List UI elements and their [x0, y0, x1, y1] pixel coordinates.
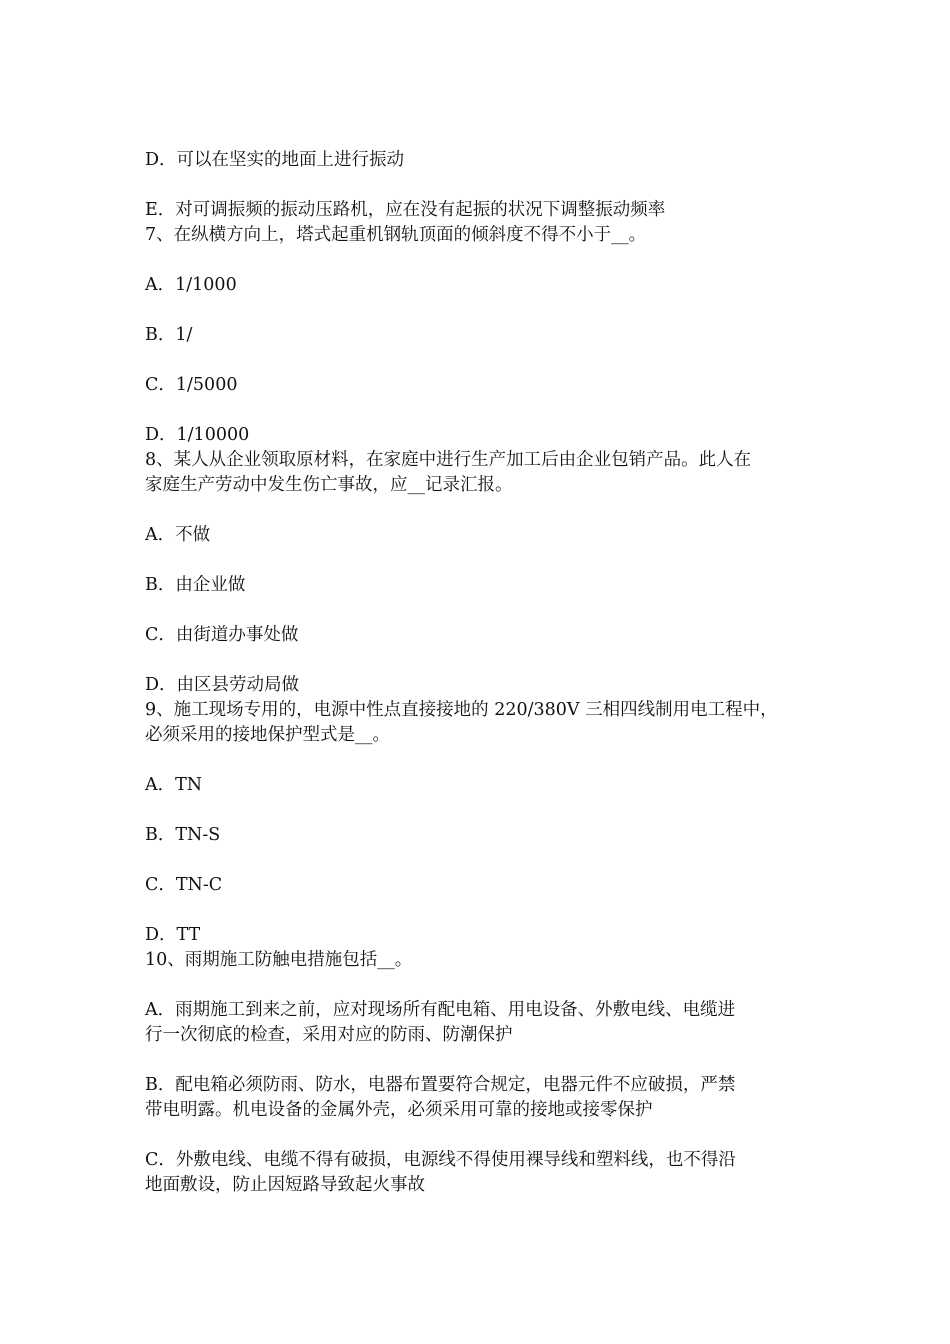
q9-option-c: C．TN-C — [145, 875, 223, 895]
q7-option-b: B．1/ — [145, 325, 193, 345]
q9-stem-line-2: 必须采用的接地保护型式是__。 — [145, 725, 390, 745]
q10-option-b-line-1: B．配电箱必须防雨、防水，电器布置要符合规定，电器元件不应破损，严禁 — [145, 1075, 736, 1095]
q10-stem: 10、雨期施工防触电措施包括__。 — [145, 950, 413, 970]
q9-stem-line-1: 9、施工现场专用的，电源中性点直接接地的 220/380V 三相四线制用电工程中， — [145, 700, 778, 720]
q8-stem-line-1: 8、某人从企业领取原材料，在家庭中进行生产加工后由企业包销产品。此人在 — [145, 450, 752, 470]
q7-option-d: D．1/10000 — [145, 425, 250, 445]
q6-option-e: E．对可调振频的振动压路机，应在没有起振的状况下调整振动频率 — [145, 200, 666, 220]
q10-option-a-line-2: 行一次彻底的检查，采用对应的防雨、防潮保护 — [145, 1025, 513, 1045]
q7-option-a: A．1/1000 — [145, 275, 237, 295]
document-page — [145, 148, 825, 1198]
q7-stem: 7、在纵横方向上，塔式起重机钢轨顶面的倾斜度不得不小于__。 — [145, 225, 647, 245]
q6-option-d: D．可以在坚实的地面上进行振动 — [145, 150, 405, 170]
q10-option-c-line-2: 地面敷设，防止因短路导致起火事故 — [145, 1175, 425, 1195]
q10-option-b-line-2: 带电明露。机电设备的金属外壳，必须采用可靠的接地或接零保护 — [145, 1100, 653, 1120]
q9-option-b: B．TN-S — [145, 825, 221, 845]
q8-stem-line-2: 家庭生产劳动中发生伤亡事故，应__记录汇报。 — [145, 475, 513, 495]
q7-option-c: C．1/5000 — [145, 375, 238, 395]
q10-option-c-line-1: C．外敷电线、电缆不得有破损，电源线不得使用裸导线和塑料线，也不得沿 — [145, 1150, 736, 1170]
q9-option-a: A．TN — [145, 775, 203, 795]
q8-option-a: A．不做 — [145, 525, 211, 545]
q9-option-d: D．TT — [145, 925, 201, 945]
q8-option-d: D．由区县劳动局做 — [145, 675, 300, 695]
q8-option-c: C．由街道办事处做 — [145, 625, 299, 645]
q10-option-a-line-1: A．雨期施工到来之前，应对现场所有配电箱、用电设备、外敷电线、电缆进 — [145, 1000, 736, 1020]
q8-option-b: B．由企业做 — [145, 575, 246, 595]
